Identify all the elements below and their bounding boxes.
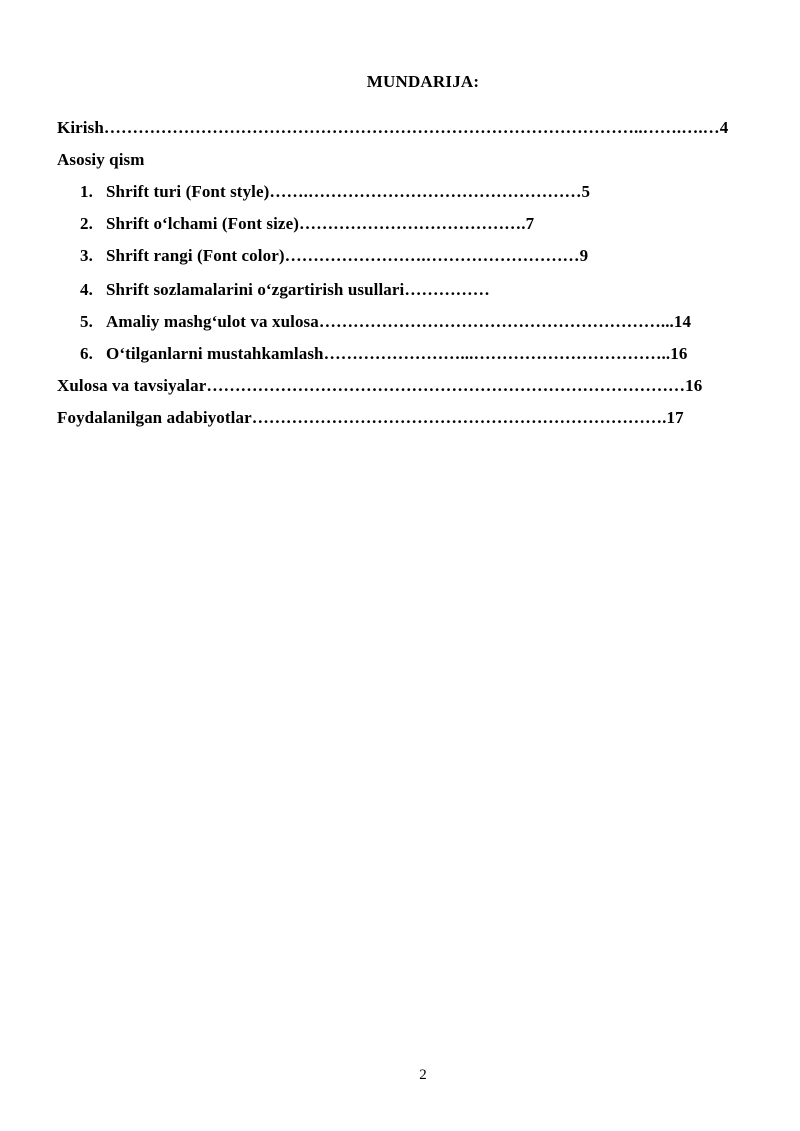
toc-item-text: Shrift turi (Font style)…….…………………………………………5 <box>106 182 591 201</box>
toc-list-item <box>80 213 534 235</box>
toc-item-text: Shrift rangi (Font color)…………………….………………………9 <box>106 246 589 265</box>
toc-item-number: 3. <box>80 246 93 265</box>
toc-item-text: Shrift sozlamalarini o‘zgartirish usullari…………… <box>106 280 490 299</box>
toc-item-text: Amaliy mashg‘ulot va xulosa……………………………………………………...14 <box>106 312 692 331</box>
toc-list-item <box>80 311 691 333</box>
toc-item-number: 6. <box>80 344 93 363</box>
toc-item-number: 2. <box>80 214 93 233</box>
toc-list-item <box>80 343 687 365</box>
page-title: MUNDARIJA: <box>366 72 480 91</box>
toc-item-text: Shrift o‘lchami (Font size)………………………………….7 <box>106 214 535 233</box>
toc-list-item <box>80 181 590 203</box>
toc-entry-references: Foydalanilgan adabiyotlar……………………………………………………………….17 <box>57 408 684 427</box>
page-number: 2 <box>419 1067 427 1083</box>
toc-heading-main: Asosiy qism <box>57 150 145 169</box>
toc-item-number: 1. <box>80 182 93 201</box>
toc-item-number: 4. <box>80 280 93 299</box>
toc-list-item <box>80 245 588 267</box>
toc-list-item <box>80 279 490 301</box>
toc-item-number: 5. <box>80 312 93 331</box>
toc-item-text: O‘tilganlarni mustahkamlash……………………...……………………………..16 <box>106 344 688 363</box>
toc-entry-conclusion: Xulosa va tavsiyalar…………………………………………………………………………16 <box>57 376 703 395</box>
toc-entry-intro: Kirish…………………………………………………………………………………..…….….…4 <box>57 118 729 137</box>
